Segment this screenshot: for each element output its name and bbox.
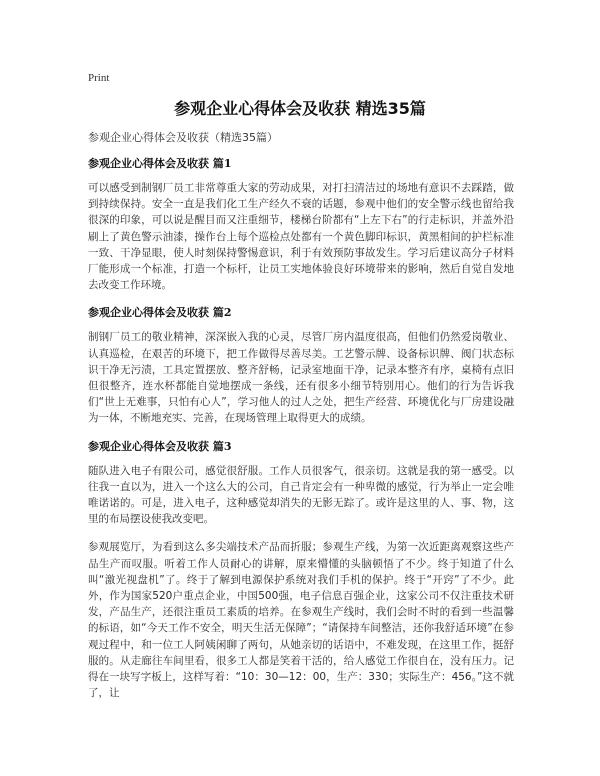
document-title: 参观企业心得体会及收获 精选35篇 — [174, 99, 426, 118]
paragraph: 制钢厂员工的敬业精神，深深嵌入我的心灵，尽管厂房内温度很高，但他们仍然爱岗敬业、认真巡检，在艰苦的环境下，把工作做得尽善尽美。工艺警示牌、设备标识牌、阀门状态标识干净无污渍，工具定置摆放、整齐舒畅，记录室地面干净，记录本整齐有序，桌椅有点旧但很整齐，连水杯都能自觉地摆成一条线，还有很多小细节特别用心。他们的行为告诉我们“世上无难事，只怕有心人”，学习他人的过人之处，把生产经营、环境优化与厂房建设融为一体，不断地充实、完善，在现场管理上取得更大的成绩。 — [88, 331, 514, 425]
print-label: Print — [88, 72, 110, 84]
document-subtitle: 参观企业心得体会及收获（精选35篇） — [88, 131, 278, 144]
section-heading: 参观企业心得体会及收获 篇3 — [88, 439, 232, 453]
section-2 — [88, 305, 514, 426]
document-body — [88, 130, 514, 713]
paragraph: 随队进入电子有限公司，感觉很舒服。工作人员很客气，很亲切。这就是我的第一感受。以往我一直以为，进入一个这么大的公司，自己肯定会有一种卑微的感觉，行为举止一定会唯唯诺诺的。可是，进入电子，这种感觉却消失的无影无踪了。或许是这里的人、事、物，这里的布局摆设使我改变吧。 — [88, 464, 514, 526]
section-heading: 参观企业心得体会及收获 篇2 — [88, 306, 232, 320]
section-heading: 参观企业心得体会及收获 篇1 — [88, 157, 232, 170]
paragraph: 参观展览厅，为看到这么多尖端技术产品而折服；参观生产线，为第一次近距离观察这些产品生产而叹服。听着工作人员耐心的讲解，原来懵懂的头脑顿悟了不少。终于知道了什么叫“激光视盘机”了。终于了解到电源保护系统对我们手机的保护。终于“开窍”了不少。此外，作为国家520户重点企业，中国500强，电子信息百强企业，这家公司不仅注重技术研发，产品生产，还很注重员工素质的培养。在参观生产线时，我们会时不时的看到一些温馨的标语，如“今天工作不安全，明天生活无保障”；“请保持车间整洁，还你我舒适环境”在参观过程中，和一位工人阿姨闲聊了两句，从她亲切的话语中，不难发现，在这里工作，挺舒服的。从走廊往车间里看，很多工人都是笑着干活的，给人感觉工作很自在，没有压力。记得在一块写字板上，这样写着：“10：30—12：00，生产：330；实际生产：456。”这不就了，让 — [88, 541, 514, 700]
paragraph: 可以感受到制钢厂员工非常尊重大家的劳动成果，对打扫清洁过的场地有意识不去踩踏，做到持续保持。安全一直是我们化工生产经久不衰的话题，参观中他们的安全警示线也留给我很深的印象，可以说是醒目而又注重细节，楼梯台阶都有“上左下右”的行走标识，并盖外沿刷上了黄色警示油漆，操作台上每个巡检点处都有一个黄色脚印标识，黄黑相间的护栏标准一致、干净显眼，使人时刻保持警惕意识，利于有效预防事故发生。学习后建议高分子材料厂能形成一个标准，打造一个标杆，让员工实地体验良好环境带来的影响，然后自觉自发地去改变工作环境。 — [88, 182, 514, 292]
section-1 — [88, 156, 514, 293]
section-3 — [88, 439, 514, 702]
